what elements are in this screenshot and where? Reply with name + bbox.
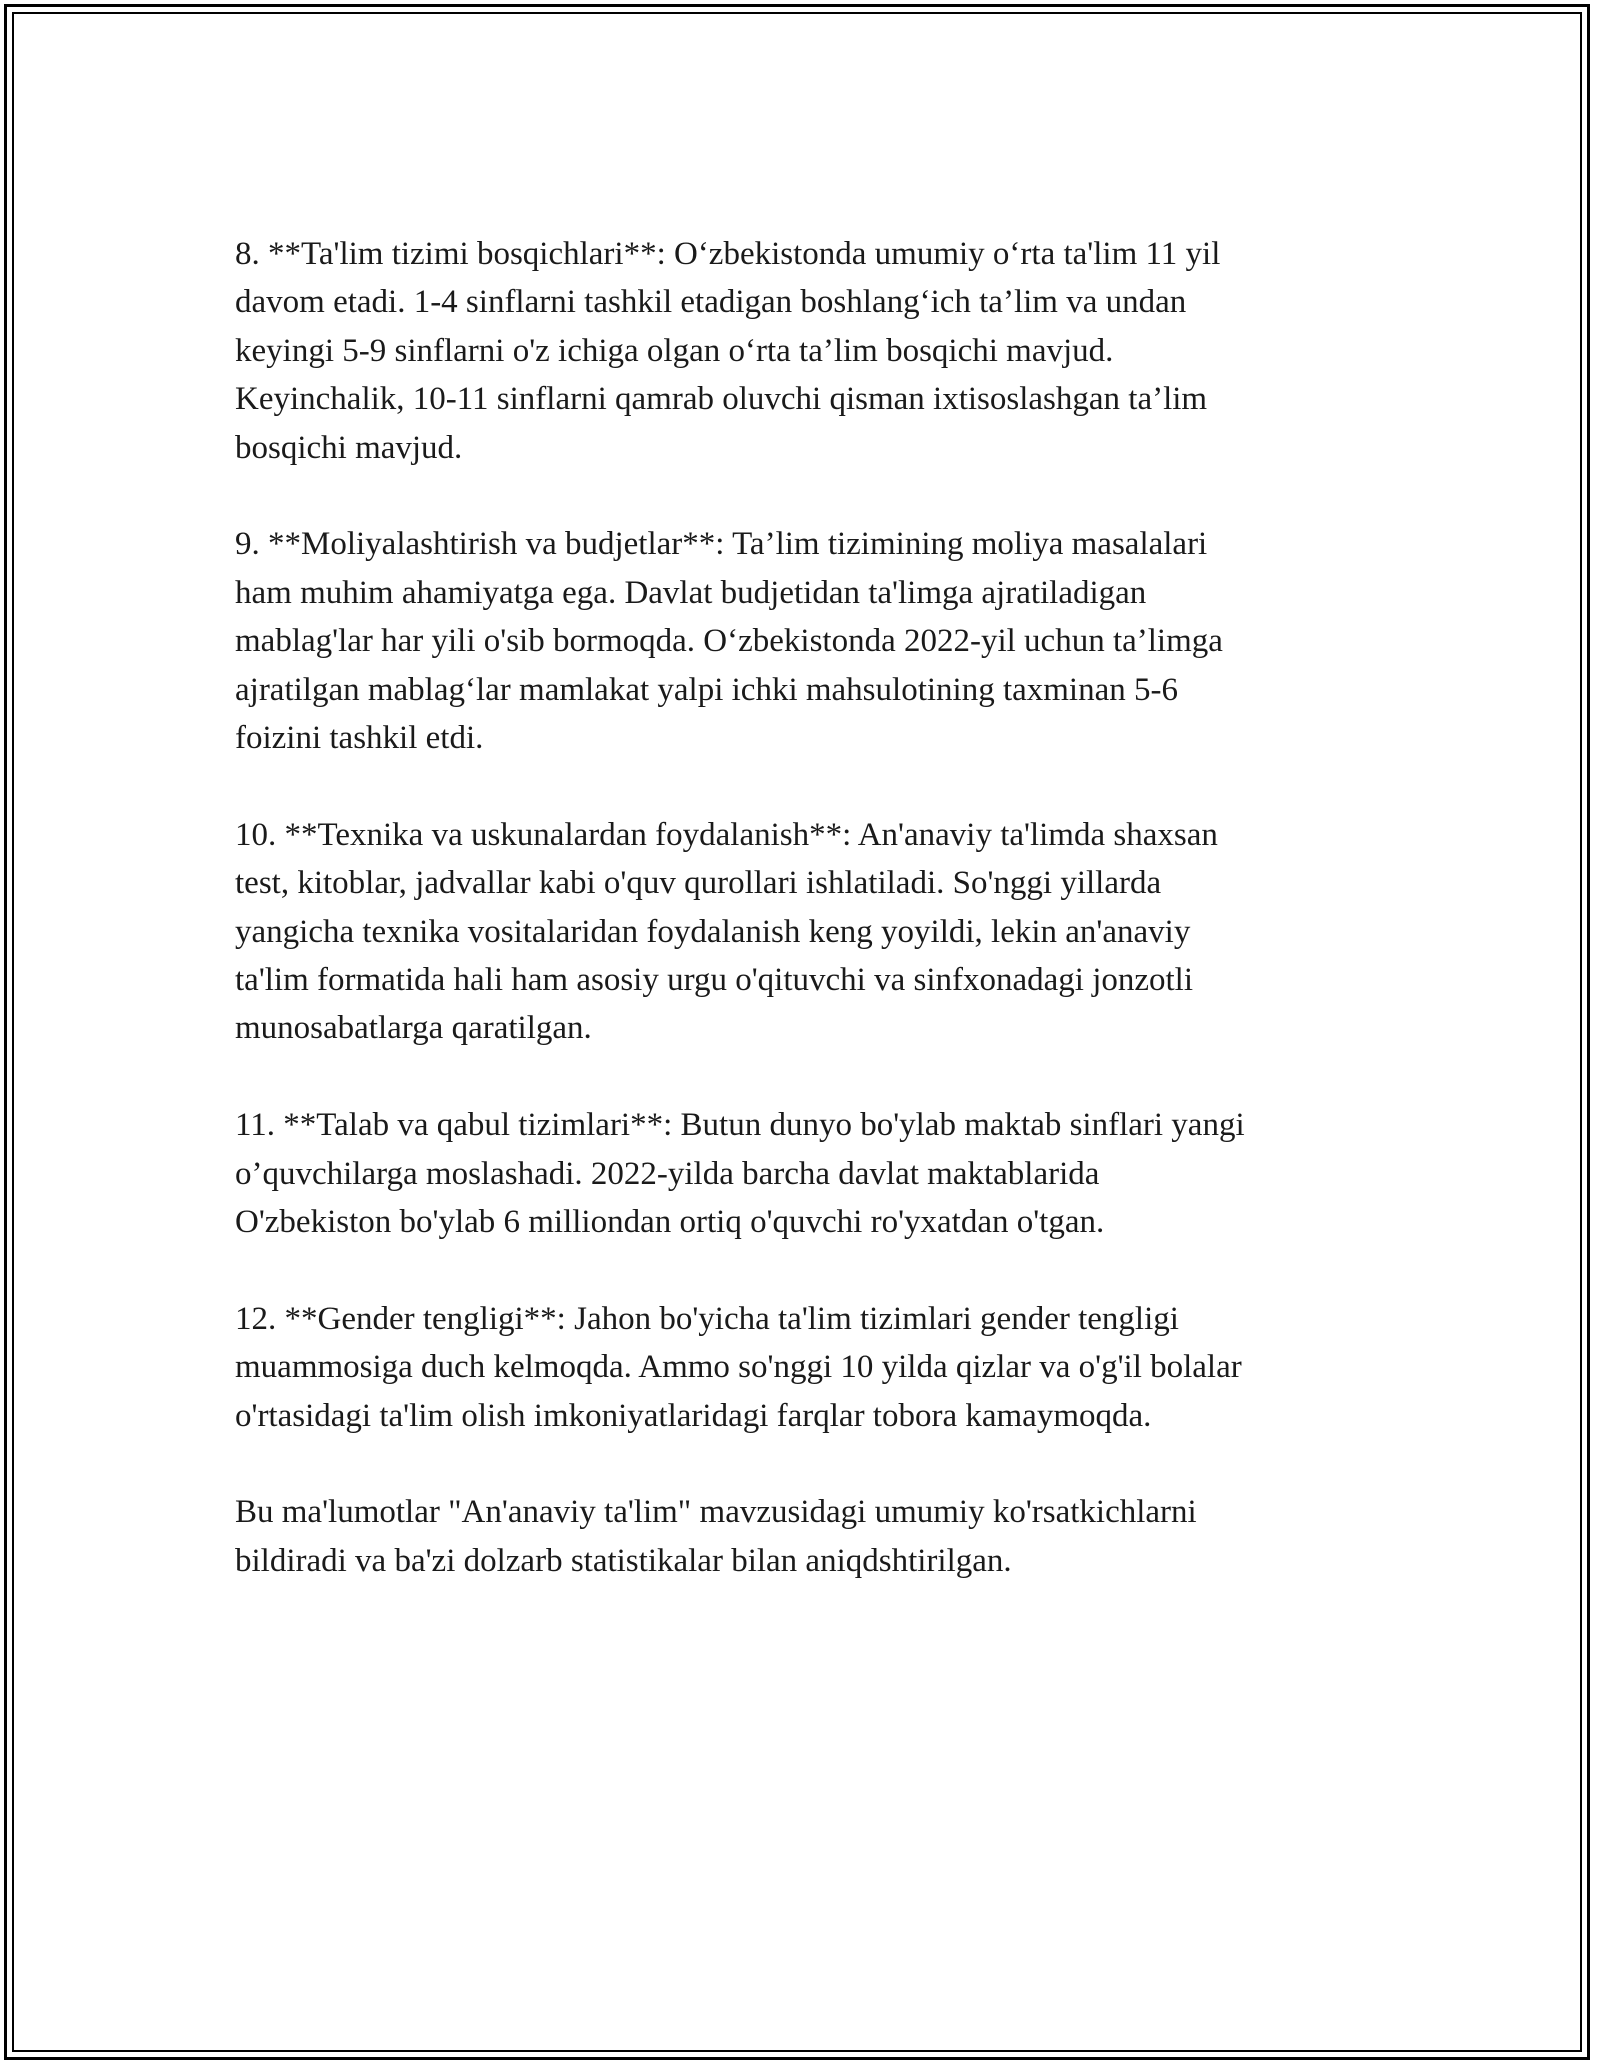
document-body (235, 230, 1375, 1634)
text-line: foizini tashkil etdi. (235, 720, 484, 757)
text-line: o'rtasidagi ta'lim olish imkoniyatlaridagi farqlar tobora kamaymoqda. (235, 1397, 1152, 1434)
paragraph-technology-equipment (235, 811, 1375, 1053)
text-line: ham muhim ahamiyatga ega. Davlat budjetidan ta'limga ajratiladigan (235, 574, 1147, 611)
text-line: ajratilgan mablag‘lar mamlakat yalpi ichki mahsulotining taxminan 5-6 (235, 671, 1178, 708)
paragraph-education-stages (235, 230, 1375, 472)
text-line: bosqichi mavjud. (235, 429, 463, 466)
text-line: mablag'lar har yili o'sib bormoqda. O‘zbekistonda 2022-yil uchun ta’limga (235, 623, 1223, 660)
text-line: Keyinchalik, 10-11 sinflarni qamrab oluvchi qisman ixtisoslashgan ta’lim (235, 381, 1208, 418)
text-line: Bu ma'lumotlar "An'anaviy ta'lim" mavzusidagi umumiy ko'rsatkichlarni (235, 1494, 1197, 1531)
text-line: O'zbekiston bo'ylab 6 milliondan ortiq o'quvchi ro'yxatdan o'tgan. (235, 1204, 1105, 1241)
paragraph-financing-budgets (235, 520, 1375, 762)
text-line: davom etadi. 1-4 sinflarni tashkil etadigan boshlang‘ich ta’lim va undan (235, 284, 1187, 321)
text-line: yangicha texnika vositalaridan foydalanish keng yoyildi, lekin an'anaviy (235, 913, 1191, 950)
text-line: 11. **Talab va qabul tizimlari**: Butun dunyo bo'ylab maktab sinflari yangi (235, 1107, 1245, 1144)
text-line: munosabatlarga qaratilgan. (235, 1010, 592, 1047)
text-line: muammosiga duch kelmoqda. Ammo so'nggi 10 yilda qizlar va o'g'il bolalar (235, 1349, 1242, 1386)
paragraph-gender-equality (235, 1295, 1375, 1440)
text-line: 10. **Texnika va uskunalardan foydalanish**: An'anaviy ta'limda shaxsan (235, 816, 1218, 853)
paragraph-admission-systems (235, 1101, 1375, 1246)
text-line: 8. **Ta'lim tizimi bosqichlari**: O‘zbekistonda umumiy o‘rta ta'lim 11 yil (235, 236, 1221, 272)
text-line: test, kitoblar, jadvallar kabi o'quv qurollari ishlatiladi. So'nggi yillarda (235, 865, 1162, 902)
text-line: 9. **Moliyalashtirish va budjetlar**: Ta’lim tizimining moliya masalalari (235, 526, 1208, 563)
text-line: keyingi 5-9 sinflarni o'z ichiga olgan o‘rta ta’lim bosqichi mavjud. (235, 332, 1114, 369)
text-line: 12. **Gender tengligi**: Jahon bo'yicha ta'lim tizimlari gender tengligi (235, 1300, 1179, 1337)
text-line: o’quvchilarga moslashadi. 2022-yilda barcha davlat maktablarida (235, 1155, 1100, 1192)
text-line: ta'lim formatida hali ham asosiy urgu o'qituvchi va sinfxonadagi jonzotli (235, 962, 1194, 999)
text-line: bildiradi va ba'zi dolzarb statistikalar bilan aniqdshtirilgan. (235, 1542, 1012, 1579)
paragraph-conclusion (235, 1488, 1375, 1585)
